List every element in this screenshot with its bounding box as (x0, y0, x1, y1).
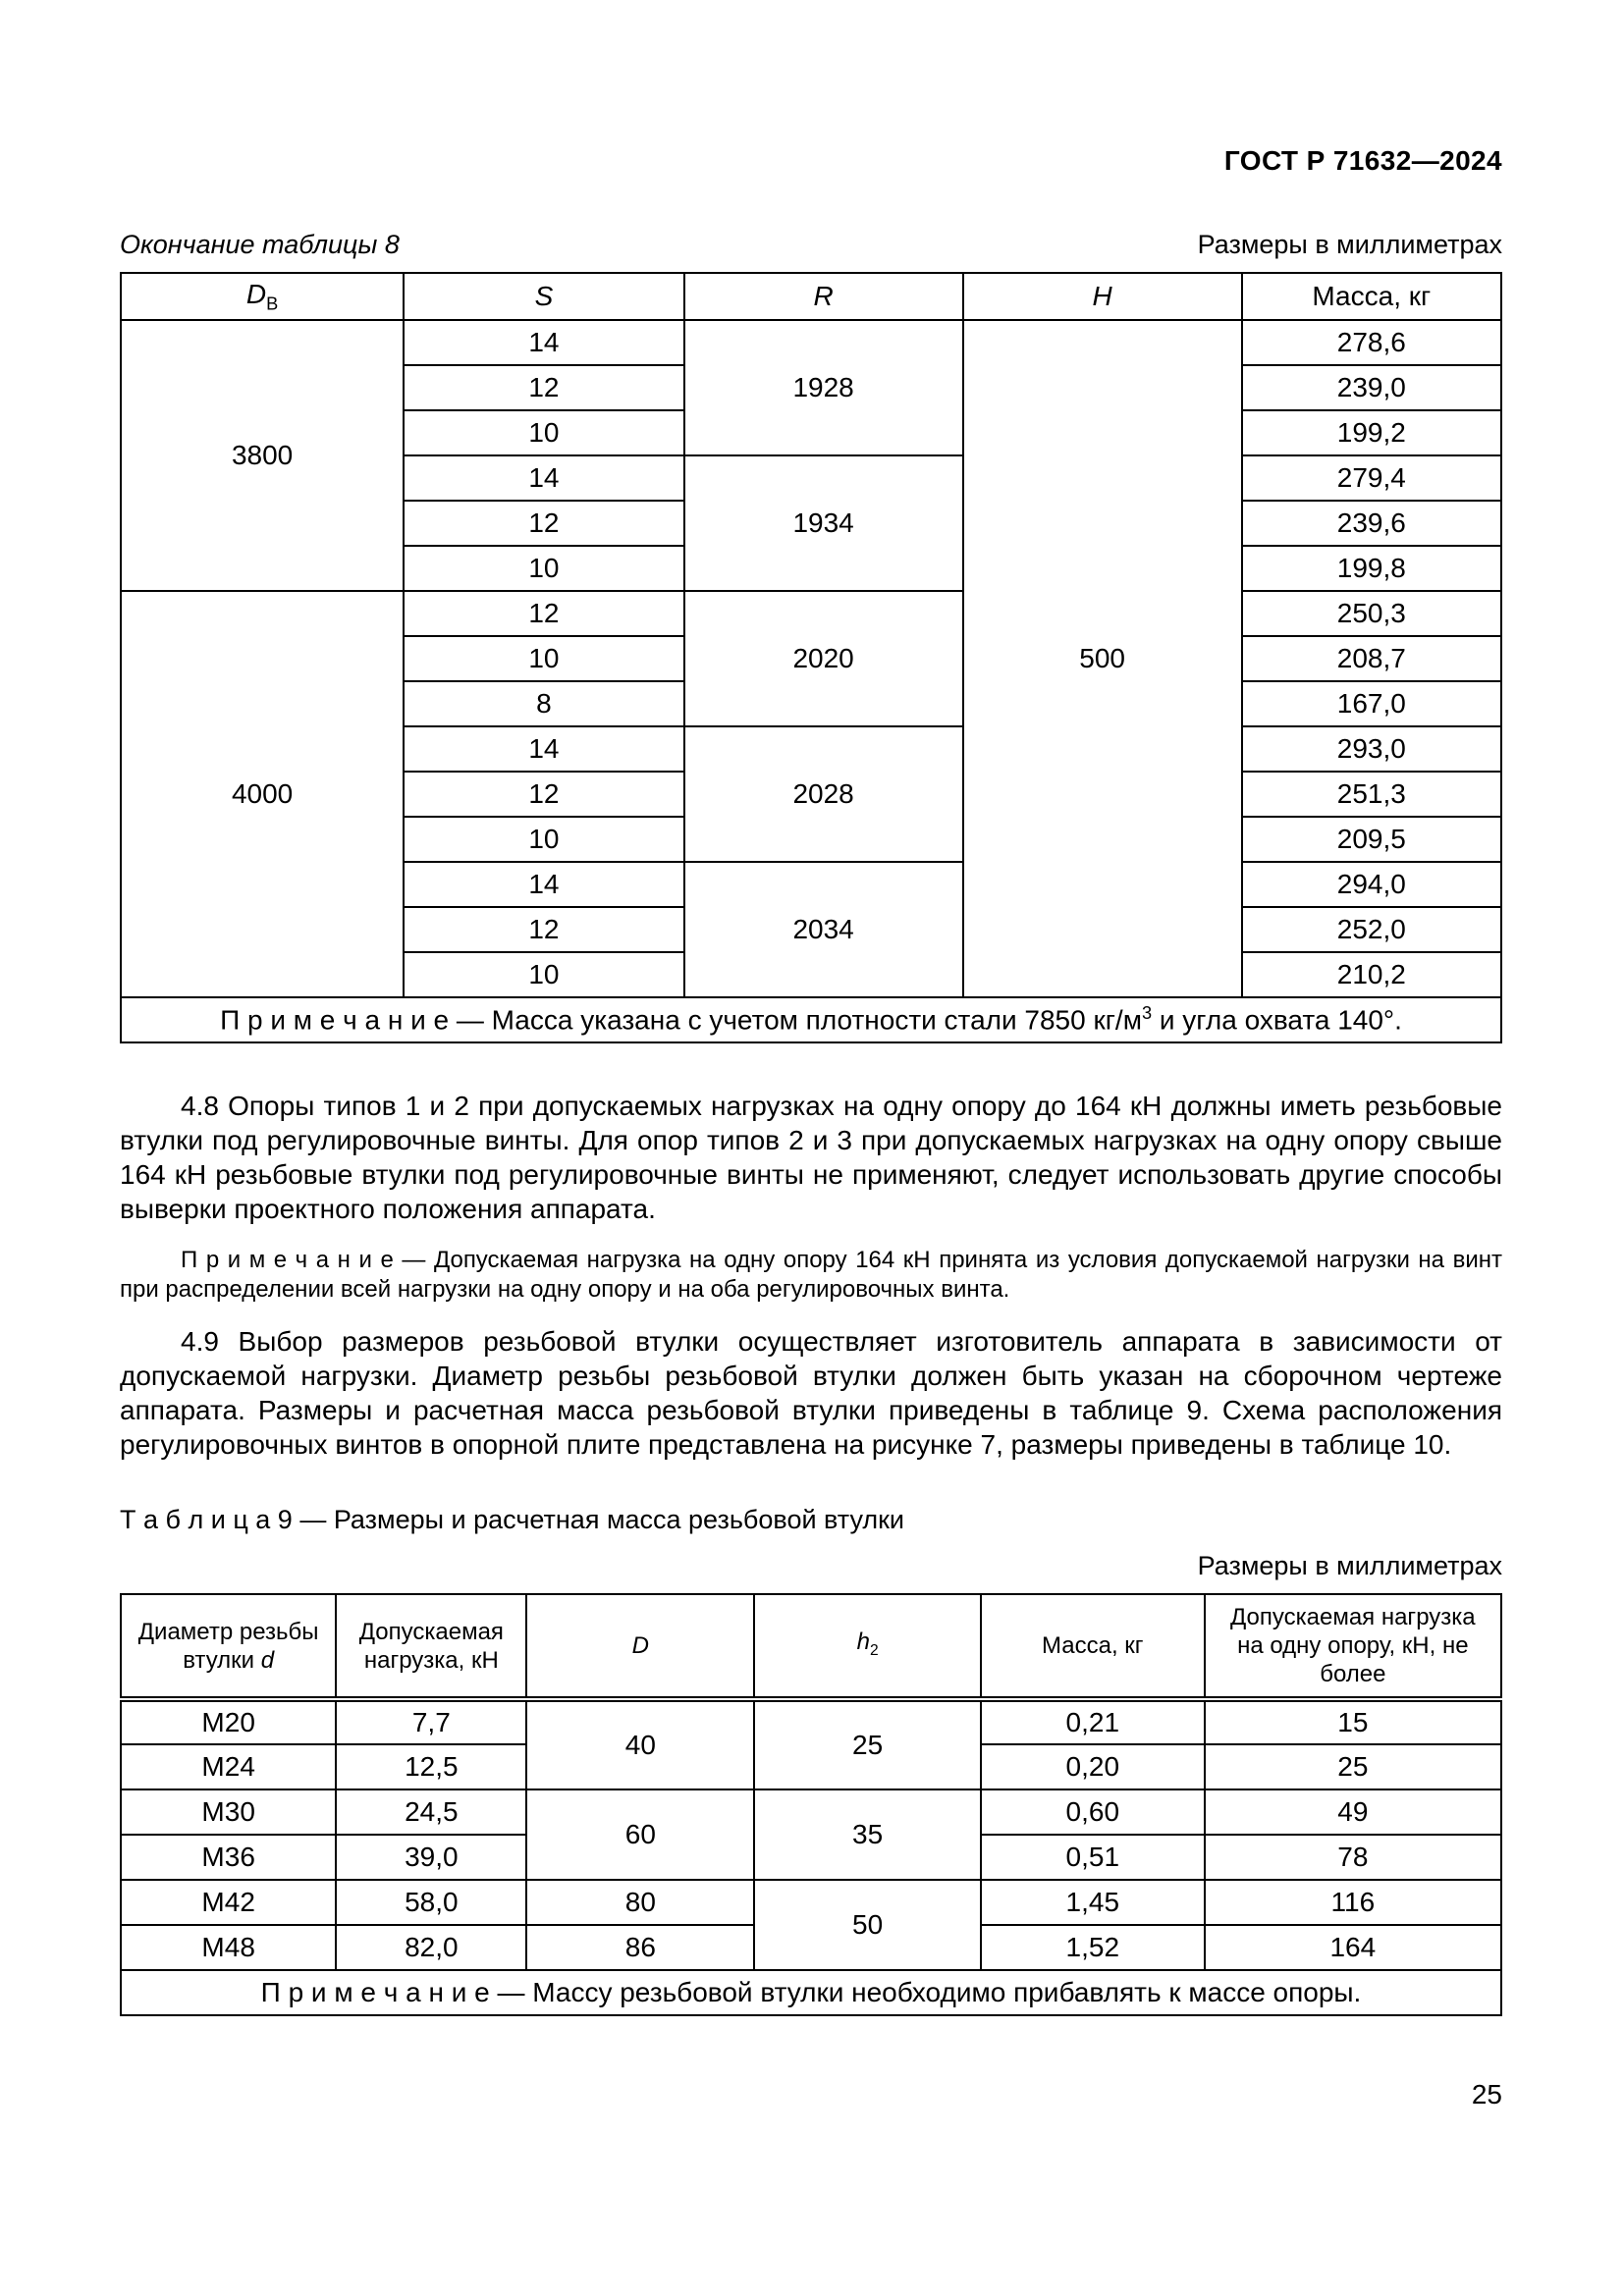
table-row (121, 591, 1501, 636)
var-d: D (631, 1632, 649, 1659)
table9-cell-d: 40 (526, 1699, 754, 1789)
table8-cell-h: 500 (963, 320, 1242, 997)
table9-col-loadmax: Допускаемая нагрузка на одну опору, кН, не более (1205, 1594, 1501, 1699)
col-thread-text: Диаметр резьбы втулки (137, 1618, 319, 1674)
table9-col-load: Допускаемая нагрузка, кН (336, 1594, 526, 1699)
table-row (121, 320, 1501, 365)
table9-note: П р и м е ч а н и е — Массу резьбовой втулки необходимо прибавлять к массе опоры. (121, 1970, 1501, 2015)
table9-cell-load: 7,7 (336, 1699, 526, 1744)
paragraph-4-8: 4.8 Опоры типов 1 и 2 при допускаемых нагрузках на одну опору до 164 кН должны иметь резьбовые втулки под регулировочные винты. Для опор типов 2 и 3 при допускаемых нагрузках на одну опору свыше 164 кН резьбовые втулки под регулировочные винты не применяют, следует использовать другие способы выверки проектного положения аппарата. (120, 1091, 1502, 1224)
table8-cell-s: 14 (404, 862, 683, 907)
table9-cell-loadmax: 116 (1205, 1880, 1501, 1925)
table9-cell-thread: М20 (121, 1699, 336, 1744)
table8-continuation-label: Окончание таблицы 8 (120, 230, 400, 259)
table8-cell-s: 12 (404, 501, 683, 546)
table8-cell-mass: 251,3 (1242, 772, 1501, 817)
var-h: H (1092, 281, 1112, 311)
table9-cell-load: 39,0 (336, 1835, 526, 1880)
table8-cell-mass: 199,8 (1242, 546, 1501, 591)
var-s: S (534, 281, 554, 311)
table8-col-h (963, 273, 1242, 320)
table9-cell-h2: 25 (754, 1699, 981, 1789)
note-superscript: 3 (1141, 1003, 1153, 1024)
table8-cell-s: 8 (404, 681, 683, 726)
table8-cell-s: 10 (404, 546, 683, 591)
table8-note-row (121, 997, 1501, 1042)
table-row (121, 1789, 1501, 1835)
table9-cell-h2: 35 (754, 1789, 981, 1880)
table9-col-h2 (754, 1594, 981, 1699)
table8-cell-mass: 294,0 (1242, 862, 1501, 907)
table9-cell-thread: М36 (121, 1835, 336, 1880)
table8-cell-mass: 250,3 (1242, 591, 1501, 636)
table9-units-label: Размеры в миллиметрах (1197, 1551, 1502, 1580)
table9-cell-d: 80 (526, 1880, 754, 1925)
table8-cell-s: 10 (404, 410, 683, 455)
table8-cell-mass: 279,4 (1242, 455, 1501, 501)
table8-cell-r: 1934 (684, 455, 963, 591)
table9-cell-mass: 0,60 (981, 1789, 1205, 1835)
table9-cell-mass: 0,21 (981, 1699, 1205, 1744)
table9-cell-loadmax: 164 (1205, 1925, 1501, 1970)
table8-cell-s: 12 (404, 772, 683, 817)
table9-col-mass: Масса, кг (981, 1594, 1205, 1699)
var-db-sub: В (266, 294, 279, 314)
table8-cell-s: 12 (404, 365, 683, 410)
table9-cell-load: 58,0 (336, 1880, 526, 1925)
var-db: D (245, 278, 267, 309)
table8-cell-s: 12 (404, 907, 683, 952)
note-text: — Масса указана с учетом плотности стали 7850 кг/м (449, 1004, 1142, 1036)
table9-col-thread (121, 1594, 336, 1699)
table9-cell-loadmax: 15 (1205, 1699, 1501, 1744)
table8-header-row (121, 273, 1501, 320)
table9-cell-thread: М42 (121, 1880, 336, 1925)
table8-cell-r: 1928 (684, 320, 963, 455)
table8-cell-r: 2020 (684, 591, 963, 726)
table8-note (121, 997, 1501, 1042)
var-h: h (856, 1628, 870, 1655)
table9-cell-load: 24,5 (336, 1789, 526, 1835)
table8-cell-s: 10 (404, 636, 683, 681)
table8-cell-s: 12 (404, 591, 683, 636)
table9-cell-mass: 0,51 (981, 1835, 1205, 1880)
var-h-sub: 2 (869, 1641, 879, 1659)
table9-cell-loadmax: 25 (1205, 1744, 1501, 1789)
table8-cell-r: 2034 (684, 862, 963, 997)
table8-cell-s: 10 (404, 817, 683, 862)
table8-cell-mass: 239,6 (1242, 501, 1501, 546)
table-row (121, 1880, 1501, 1925)
table9-cell-thread: М30 (121, 1789, 336, 1835)
table8-cell-r: 2028 (684, 726, 963, 862)
table8-cell-mass: 209,5 (1242, 817, 1501, 862)
table9-cell-h2: 50 (754, 1880, 981, 1970)
table8-col-db (121, 273, 404, 320)
table-row (121, 1699, 1501, 1744)
table8-cell-mass: 208,7 (1242, 636, 1501, 681)
table9-cell-loadmax: 49 (1205, 1789, 1501, 1835)
page-number: 25 (1471, 2079, 1502, 2109)
table9-note-row (121, 1970, 1501, 2015)
table8-cell-s: 10 (404, 952, 683, 997)
table8-cell-mass: 239,0 (1242, 365, 1501, 410)
table8-meta-row (120, 230, 1502, 260)
table8-cell-mass: 167,0 (1242, 681, 1501, 726)
table9-cell-mass: 1,52 (981, 1925, 1205, 1970)
table8-cell-mass: 252,0 (1242, 907, 1501, 952)
note-paragraph-4-8: П р и м е ч а н и е — Допускаемая нагрузка на одну опору 164 кН принята из условия допускаемой нагрузки на винт при распределении всей нагрузки на одну опору и на оба регулировочных винта. (120, 1247, 1502, 1303)
table8-cell-mass: 210,2 (1242, 952, 1501, 997)
table9-col-d (526, 1594, 754, 1699)
table9-header-row (121, 1594, 1501, 1699)
table8-cell-mass: 293,0 (1242, 726, 1501, 772)
table9-cell-thread: М48 (121, 1925, 336, 1970)
table9 (120, 1593, 1502, 2016)
table9-cell-load: 12,5 (336, 1744, 526, 1789)
table8-cell-db: 3800 (121, 320, 404, 591)
table8-cell-s: 14 (404, 455, 683, 501)
table9-cell-loadmax: 78 (1205, 1835, 1501, 1880)
paragraph-4-9: 4.9 Выбор размеров резьбовой втулки осуществляет изготовитель аппарата в зависимости от допускаемой нагрузки. Диаметр резьбы резьбовой втулки должен быть указан на сборочном чертеже аппарата. Размеры и расчетная масса резьбовой втулки приведены в таблице 9. Схема расположения регулировочных винтов в опорной плите представлена на рисунке 7, размеры приведены в таблице 10. (120, 1326, 1502, 1460)
table8-cell-db: 4000 (121, 591, 404, 997)
table8-cell-mass: 199,2 (1242, 410, 1501, 455)
table9-cell-mass: 1,45 (981, 1880, 1205, 1925)
table8-col-r (684, 273, 963, 320)
table8-col-mass: Масса, кг (1242, 273, 1501, 320)
note-text: и угла охвата 140°. (1152, 1004, 1402, 1036)
table9-cell-mass: 0,20 (981, 1744, 1205, 1789)
table9-cell-thread: М24 (121, 1744, 336, 1789)
table9-cell-load: 82,0 (336, 1925, 526, 1970)
table9-cell-d: 60 (526, 1789, 754, 1880)
document-title: ГОСТ Р 71632—2024 (1223, 145, 1502, 176)
table9-cell-d: 86 (526, 1925, 754, 1970)
table8-cell-s: 14 (404, 726, 683, 772)
var-r: R (813, 281, 834, 311)
table8-cell-mass: 278,6 (1242, 320, 1501, 365)
table8-col-s (404, 273, 683, 320)
table8-units-label: Размеры в миллиметрах (1197, 230, 1502, 259)
var-d-small: d (260, 1646, 275, 1674)
note-label: П р и м е ч а н и е (220, 1004, 450, 1036)
table8 (120, 272, 1502, 1043)
table8-cell-s: 14 (404, 320, 683, 365)
table9-caption: Т а б л и ц а 9 — Размеры и расчетная масса резьбовой втулки (120, 1505, 905, 1534)
